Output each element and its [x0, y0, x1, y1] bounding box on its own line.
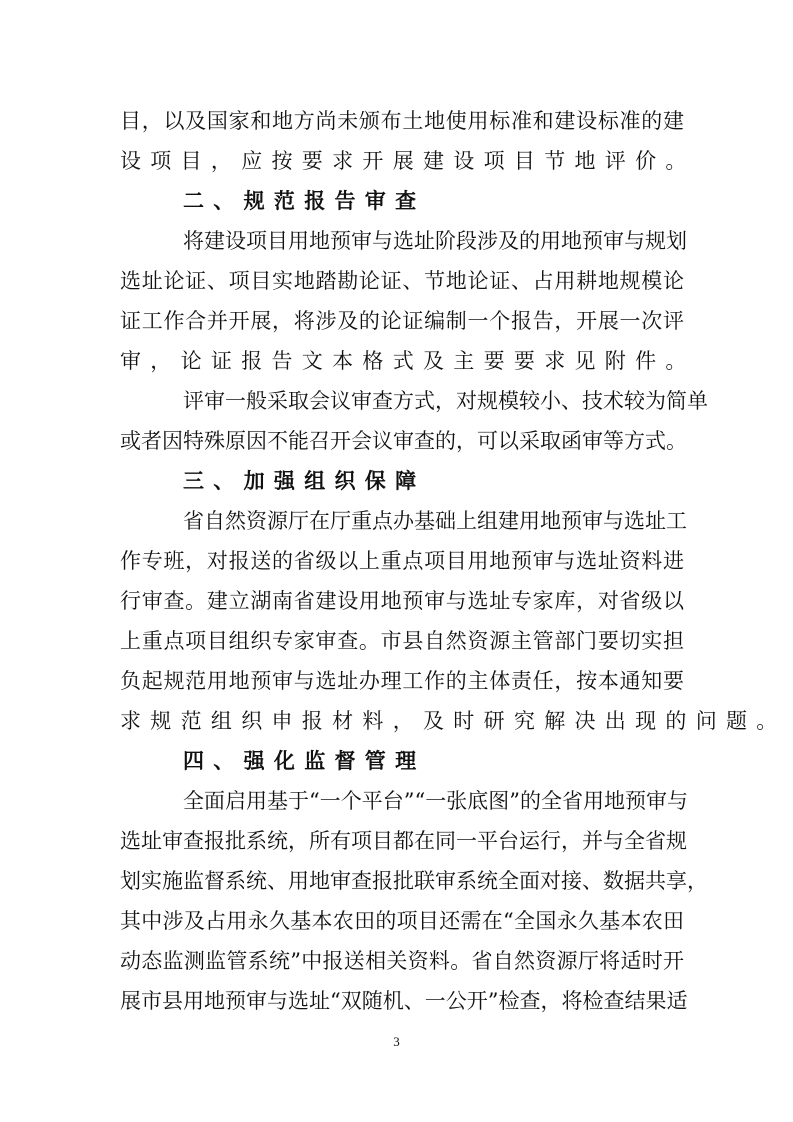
- paragraph-line: 作专班，对报送的省级以上重点项目用地预审与选址资料进: [120, 549, 684, 573]
- paragraph-line: 或者因特殊原因不能召开会议审查的，可以采取函审等方式。: [120, 429, 687, 453]
- paragraph-line: 评审一般采取会议审查方式，对规模较小、技术较为简单: [183, 389, 708, 413]
- paragraph-line: 审，论证报告文本格式及主要要求见附件。: [120, 349, 696, 373]
- paragraph-line: 行审查。建立湖南省建设用地预审与选址专家库，对省级以: [120, 589, 684, 613]
- paragraph-line: 动态监测监管系统”中报送相关资料。省自然资源厅将适时开: [120, 949, 684, 973]
- section-heading: 四、强化监督管理: [183, 749, 426, 773]
- paragraph-line: 目，以及国家和地方尚未颁布土地使用标准和建设标准的建: [120, 109, 684, 133]
- paragraph-line: 求规范组织申报材料，及时研究解决出现的问题。: [120, 709, 787, 733]
- section-heading: 三、加强组织保障: [183, 469, 426, 493]
- paragraph-line: 划实施监督系统、用地审查报批联审系统全面对接、数据共享，: [120, 869, 708, 893]
- section-heading: 二、规范报告审查: [183, 189, 426, 213]
- paragraph-line: 省自然资源厅在厅重点办基础上组建用地预审与选址工: [183, 509, 687, 533]
- paragraph-line: 选址审查报批系统，所有项目都在同一平台运行，并与全省规: [120, 829, 687, 853]
- paragraph-line: 负起规范用地预审与选址办理工作的主体责任，按本通知要: [120, 669, 684, 693]
- page-number: 3: [393, 1034, 400, 1049]
- paragraph-line: 证工作合并开展，将涉及的论证编制一个报告，开展一次评: [120, 309, 684, 333]
- paragraph-line: 展市县用地预审与选址“双随机、一公开”检查，将检查结果适: [120, 989, 688, 1013]
- paragraph-line: 全面启用基于“一个平台”“一张底图”的全省用地预审与: [183, 789, 688, 813]
- paragraph-line: 设项目，应按要求开展建设项目节地评价。: [120, 149, 696, 173]
- paragraph-line: 其中涉及占用永久基本农田的项目还需在“全国永久基本农田: [120, 909, 684, 933]
- paragraph-line: 选址论证、项目实地踏勘论证、节地论证、占用耕地规模论: [120, 269, 684, 293]
- paragraph-line: 上重点项目组织专家审查。市县自然资源主管部门要切实担: [120, 629, 684, 653]
- paragraph-line: 将建设项目用地预审与选址阶段涉及的用地预审与规划: [183, 229, 687, 253]
